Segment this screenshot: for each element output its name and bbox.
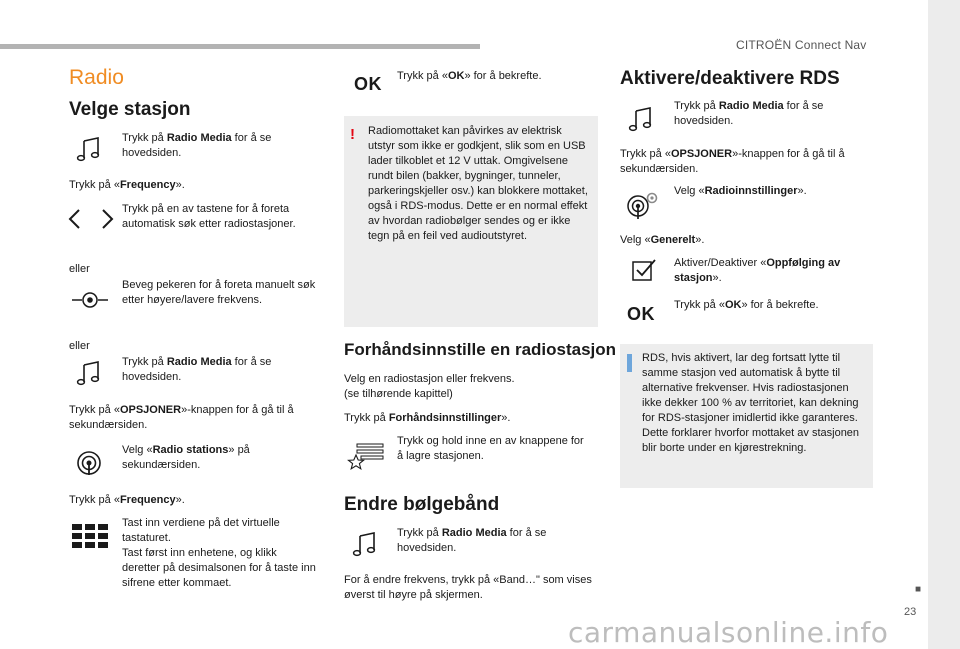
- step-options: Trykk på «OPSJONER»-knappen for å gå til å sekundærsiden.: [69, 404, 294, 431]
- step-general: Velg «Generelt».: [620, 234, 705, 246]
- radio-signal-icon: [76, 450, 102, 476]
- watermark: carmanualsonline.info: [568, 616, 889, 649]
- ok-icon: OK: [627, 304, 655, 324]
- info-icon: [627, 354, 632, 372]
- step-radio-media: Trykk på Radio Media for å se hovedsiden.: [397, 527, 547, 554]
- preset-intro: [344, 372, 594, 402]
- info-box: [620, 344, 873, 488]
- step-auto-search: Trykk på en av tastene for å foreta automatisk søk etter radiostasjoner.: [122, 203, 296, 230]
- music-note-icon: [76, 360, 102, 386]
- music-note-icon: [76, 136, 102, 162]
- section-title: Radio: [69, 66, 124, 89]
- end-marker: ■: [915, 584, 922, 595]
- step-radio-stations: Velg «Radio stations» på sekundærsiden.: [122, 444, 250, 471]
- step-frequency: Trykk på «Frequency».: [69, 179, 185, 191]
- warning-box: [344, 116, 598, 327]
- music-note-icon: [352, 531, 378, 557]
- header-rule: [0, 44, 480, 49]
- warning-text: Radiomottaket kan påvirkes av elektrisk utstyr som ikke er godkjent, slik som en USB lader tilkoblet et 12 V uttak. Omgivelsene rundt bilen (bakker, bygninger, tunneler, parkeringskjeller osv.) kan blokkere mottaket, også i RDS-modus. Dette er en normal effekt av hvordan radiobølger sendes og er ikke tegn på en feil ved audioutstyret.: [368, 125, 588, 242]
- step-radio-media: Trykk på Radio Media for å se hovedsiden.: [122, 132, 272, 159]
- brand-header: CITROËN Connect Nav: [736, 38, 867, 52]
- radio-settings-icon: [626, 190, 660, 220]
- step-band: For å endre frekvens, trykk på «Band…" som vises øverst til høyre på skjermen.: [344, 574, 592, 601]
- warning-icon: !: [350, 126, 355, 143]
- preset-star-icon: [347, 441, 385, 471]
- preset-ref: (se tilhørende kapittel): [344, 388, 453, 400]
- or-label: eller: [69, 263, 90, 275]
- keypad-icon: [71, 523, 111, 551]
- keyboard-text: Tast inn verdiene på det virtuelle tastaturet.: [122, 517, 280, 544]
- step-hold-button: Trykk og hold inne en av knappene for å lagre stasjonen.: [397, 435, 584, 462]
- heading-waveband: Endre bølgebånd: [344, 494, 500, 515]
- step-presets: Trykk på Forhåndsinnstillinger».: [344, 412, 511, 424]
- step-manual-search: Beveg pekeren for å foreta manuelt søk etter høyere/lavere frekvens.: [122, 279, 316, 306]
- page-edge-band: [928, 0, 960, 649]
- tuning-cursor-icon: [70, 289, 110, 311]
- step-ok-confirm: Trykk på «OK» for å bekrefte.: [397, 70, 542, 82]
- step-frequency: Trykk på «Frequency».: [69, 494, 185, 506]
- checkbox-icon: [631, 258, 657, 282]
- step-options: Trykk på «OPSJONER»-knappen for å gå til å sekundærsiden.: [620, 148, 845, 175]
- step-virtual-keyboard: [122, 516, 317, 591]
- step-follow-station: Aktiver/Deaktiver «Oppfølging av stasjon».: [674, 257, 841, 284]
- decimal-text: Tast først inn enhetene, og klikk deretter på desimalsonen for å taste inn sifrene etter kommaet.: [122, 547, 316, 589]
- or-label: eller: [69, 340, 90, 352]
- page-number: 23: [904, 606, 917, 618]
- heading-preset: Forhåndsinnstille en radiostasjon: [344, 340, 617, 359]
- step-ok-confirm: Trykk på «OK» for å bekrefte.: [674, 299, 819, 311]
- heading-rds: Aktivere/deaktivere RDS: [620, 68, 840, 89]
- step-radio-media: Trykk på Radio Media for å se hovedsiden.: [674, 100, 824, 127]
- preset-select: Velg en radiostasjon eller frekvens.: [344, 373, 515, 385]
- chevron-left-right-icon: [66, 207, 116, 231]
- music-note-icon: [628, 106, 654, 132]
- heading-velge-stasjon: Velge stasjon: [69, 99, 191, 120]
- step-radio-settings: Velg «Radioinnstillinger».: [674, 185, 807, 197]
- step-radio-media: Trykk på Radio Media for å se hovedsiden.: [122, 356, 272, 383]
- info-text: RDS, hvis aktivert, lar deg fortsatt lytte til samme stasjon ved automatisk å bytte til alternative frekvenser. Hvis radiostasjonen ikke dekker 100 % av territoriet, kan dekning for RDS-stasjoner imidlertid ikke garanteres. Dette forklarer hvorfor mottaket av stasjonen blir borte under en kjørestrekning.: [642, 352, 860, 454]
- ok-icon: OK: [354, 74, 382, 94]
